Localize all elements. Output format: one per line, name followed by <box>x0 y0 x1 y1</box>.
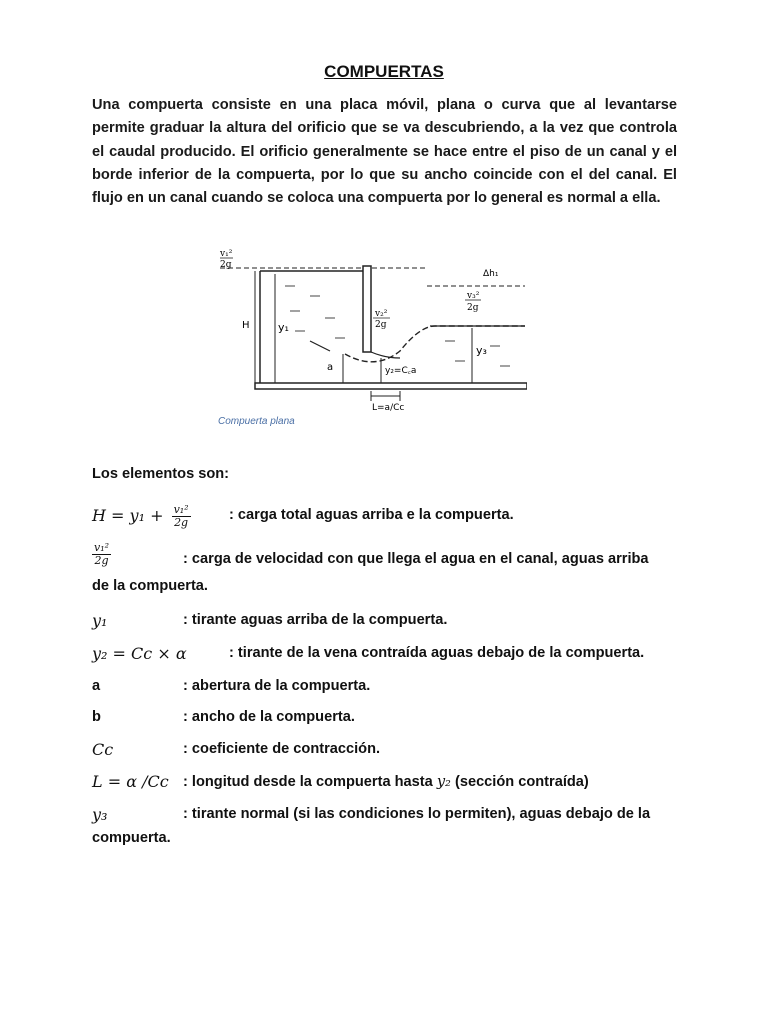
intro-paragraph: Una compuerta consiste en una placa móvil, plana o curva que al levantarse permite graduar la altura del orificio que se va descubriendo, a la vez que controla el caudal producido. El orificio generalmente se hace entre el piso de un canal y el borde inferior de la compuerta, por lo que su ancho coincide con el del canal. El flujo en un canal cuando se coloca una compuerta por lo general es normal a ella. <box>92 97 677 207</box>
symbol-L: L = α /Cc <box>92 772 169 791</box>
symbol-y2: y₂ = Cc × α <box>92 644 187 663</box>
label-2g-3: 2g <box>467 303 479 313</box>
desc-Cc: : coeficiente de contracción. <box>183 741 381 757</box>
desc-velocity-head-2: de la compuerta. <box>92 578 208 594</box>
label-2g-1: 2g <box>220 260 232 270</box>
label-y3: y₃ <box>476 344 487 357</box>
desc-L-pre: : longitud desde la compuerta hasta <box>183 774 437 790</box>
symbol-y1: y₁ <box>92 611 108 630</box>
label-y1: y₁ <box>278 321 289 334</box>
symbol-b: b <box>92 709 101 725</box>
label-v2: v₂² <box>375 309 388 319</box>
element-H <box>92 500 682 534</box>
desc-L-post: (sección contraída) <box>450 774 589 790</box>
fraction-v1-2g-b <box>92 542 111 567</box>
element-y1 <box>92 609 682 633</box>
element-a <box>92 675 682 699</box>
desc-y3-2: compuerta. <box>92 830 171 846</box>
desc-y2: : tirante de la vena contraída aguas debajo de la compuerta. <box>229 645 645 661</box>
desc-H: : carga total aguas arriba e la compuerta. <box>229 507 514 523</box>
element-L <box>92 770 682 794</box>
desc-y1: : tirante aguas arriba de la compuerta. <box>183 612 448 628</box>
label-dh: Δh₁ <box>483 269 499 279</box>
vena-contracta <box>371 352 400 358</box>
gate-plate <box>363 266 371 352</box>
jet-profile <box>345 326 525 362</box>
element-b <box>92 706 682 730</box>
element-y3 <box>92 803 682 851</box>
symbol-H <box>92 504 191 529</box>
desc-b: : ancho de la compuerta. <box>183 709 355 725</box>
sluice-gate-diagram <box>215 246 527 436</box>
label-v1: v₁² <box>220 249 233 259</box>
channel-floor <box>255 383 527 389</box>
fraction-num: v₁² <box>173 503 189 516</box>
desc-velocity-head-1: : carga de velocidad con que llega el agua en el canal, aguas arriba <box>183 551 649 567</box>
fraction-num: v₁² <box>94 541 110 554</box>
label-v3: v₃² <box>467 291 480 301</box>
element-y2 <box>92 642 682 666</box>
desc-L <box>183 770 589 794</box>
label-2g-2: 2g <box>375 320 387 330</box>
symbol-Cc: Cc <box>92 740 114 759</box>
symbol-H-main: H = y₁ + <box>92 506 169 525</box>
desc-a: : abertura de la compuerta. <box>183 678 371 694</box>
label-H: H <box>242 320 250 331</box>
element-velocity-head <box>92 542 682 598</box>
element-Cc <box>92 738 682 762</box>
label-a: a <box>327 362 334 373</box>
symbol-y3: y₃ <box>92 805 108 824</box>
elements-heading: Los elementos son: <box>92 466 230 482</box>
fraction-den: 2g <box>174 516 189 529</box>
symbol-a: a <box>92 678 101 694</box>
label-y2: y₂=C꜀a <box>385 366 417 376</box>
label-L: L=a/Cc <box>372 403 405 413</box>
fraction-den: 2g <box>94 554 109 567</box>
diagram-svg <box>215 246 527 416</box>
desc-L-symbol: y₂ <box>436 773 451 790</box>
page-title: COMPUERTAS <box>324 62 444 81</box>
figure-caption: Compuerta plana <box>218 416 295 427</box>
fraction-v1-2g <box>172 504 191 529</box>
flow-arrow <box>310 341 330 351</box>
desc-y3-1: : tirante normal (si las condiciones lo permiten), aguas debajo de la <box>183 806 651 822</box>
symbol-velocity-head <box>92 542 111 567</box>
